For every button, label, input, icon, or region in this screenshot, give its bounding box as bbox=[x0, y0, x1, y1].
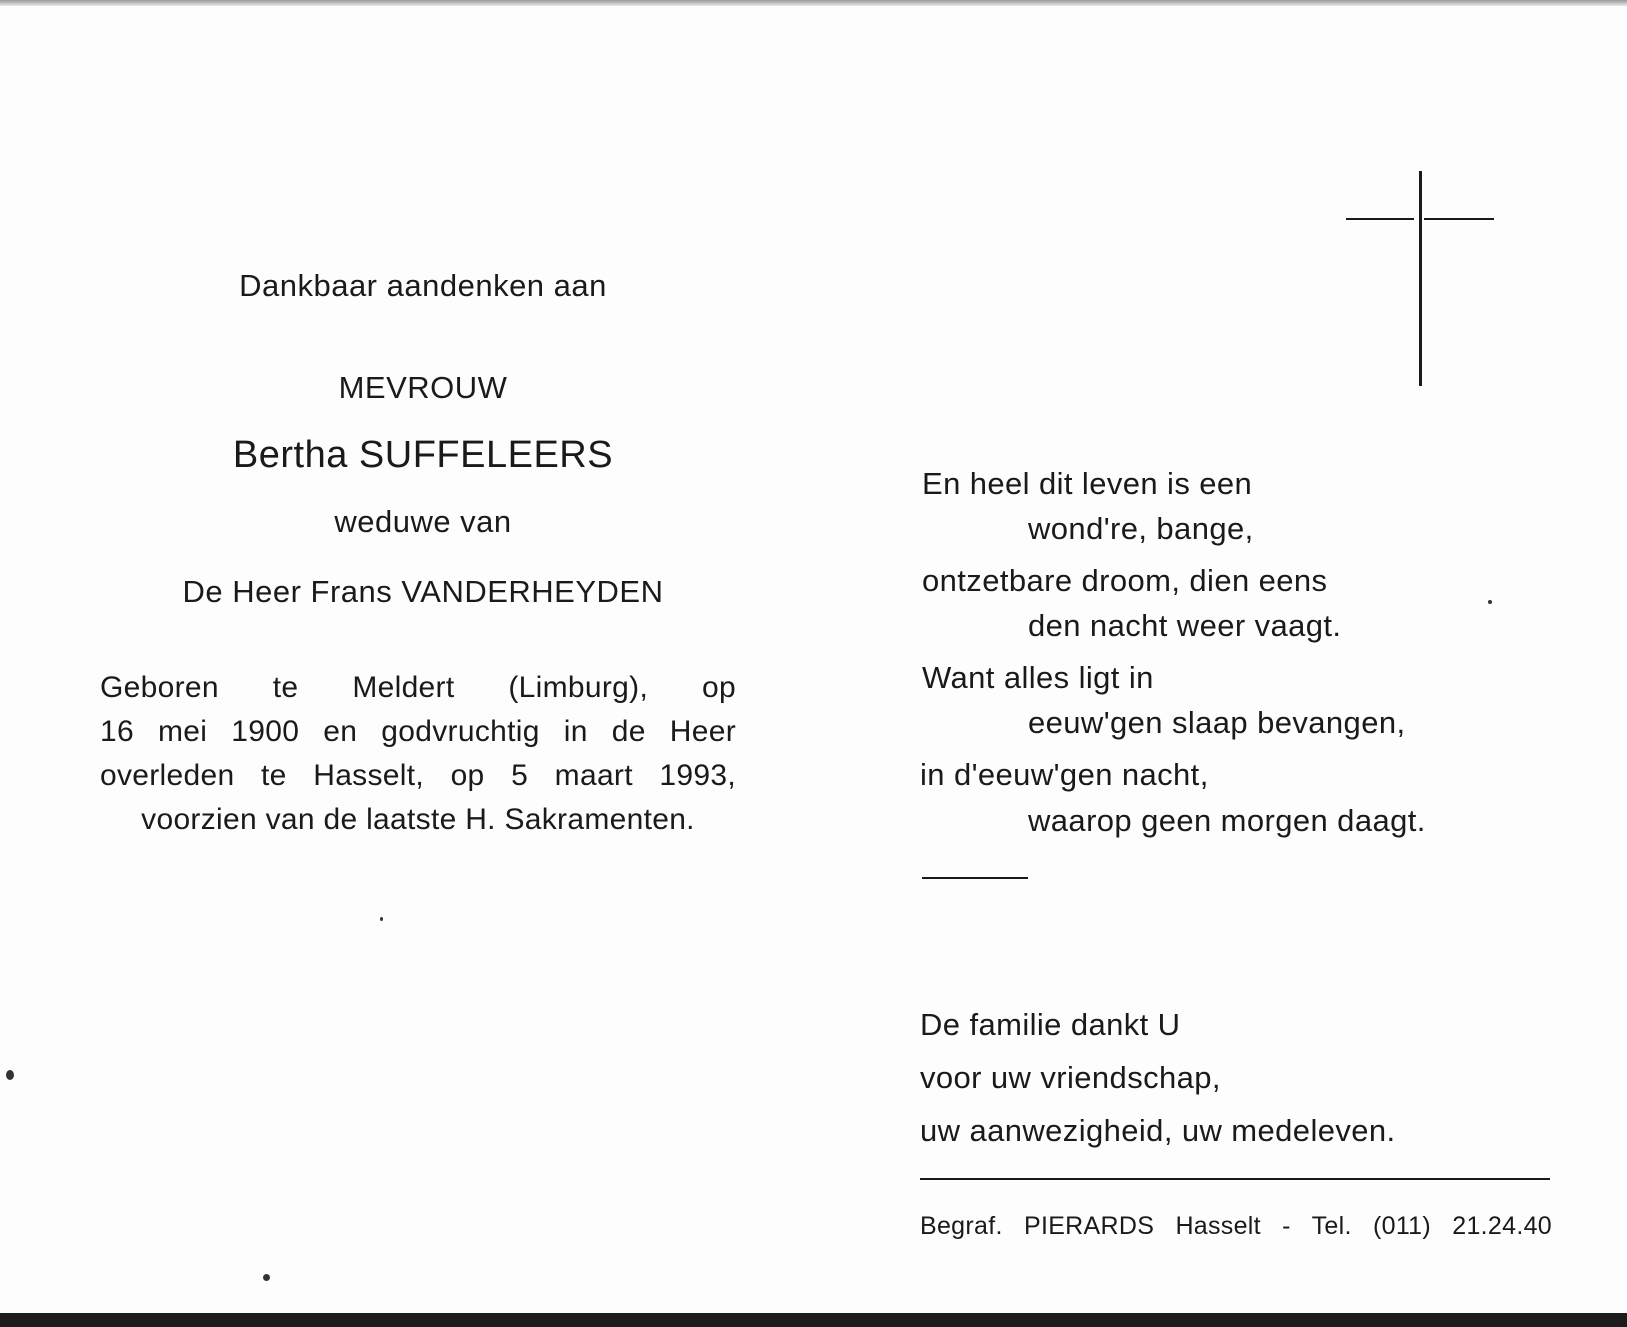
footer-rule bbox=[920, 1178, 1550, 1180]
paper-speck bbox=[380, 917, 383, 921]
honorific-title: MEVROUW bbox=[338, 370, 508, 405]
paper-speck bbox=[263, 1274, 270, 1281]
separator-line bbox=[922, 877, 1028, 879]
poem-line: den nacht weer vaagt. bbox=[1028, 608, 1342, 643]
deceased-name: Bertha SUFFELEERS bbox=[232, 434, 614, 476]
poem-line: in d'eeuw'gen nacht, bbox=[920, 757, 1209, 792]
bio-line: voorzien van de laatste H. Sakramenten. bbox=[141, 803, 695, 836]
bio-line: overleden te Hasselt, op 5 maart 1993, bbox=[100, 759, 736, 792]
bio-line: Geboren te Meldert (Limburg), op bbox=[100, 671, 736, 704]
printer-footer: Begraf. PIERARDS Hasselt - Tel. (011) 21.24.40 bbox=[920, 1212, 1552, 1240]
thanks-line: uw aanwezigheid, uw medeleven. bbox=[920, 1113, 1396, 1148]
poem-line: Want alles ligt in bbox=[922, 660, 1154, 695]
poem-line: waarop geen morgen daagt. bbox=[1028, 803, 1426, 838]
thanks-line: voor uw vriendschap, bbox=[920, 1060, 1221, 1095]
paper-speck bbox=[1488, 600, 1492, 604]
poem-line: eeuw'gen slaap bevangen, bbox=[1028, 705, 1406, 740]
card-bottom-edge bbox=[0, 1313, 1627, 1327]
card-top-edge bbox=[0, 0, 1627, 6]
spouse-name: De Heer Frans VANDERHEYDEN bbox=[182, 574, 664, 609]
thanks-line: De familie dankt U bbox=[920, 1007, 1181, 1042]
intro-text: Dankbaar aandenken aan bbox=[239, 268, 607, 303]
biography bbox=[100, 666, 736, 842]
relation-text: weduwe van bbox=[334, 504, 512, 539]
poem-line: wond're, bange, bbox=[1028, 511, 1254, 546]
poem-line: En heel dit leven is een bbox=[922, 466, 1253, 501]
paper-speck bbox=[6, 1070, 14, 1080]
poem-line: ontzetbare droom, dien eens bbox=[922, 563, 1328, 598]
bio-line: 16 mei 1900 en godvruchtig in de Heer bbox=[100, 715, 736, 748]
